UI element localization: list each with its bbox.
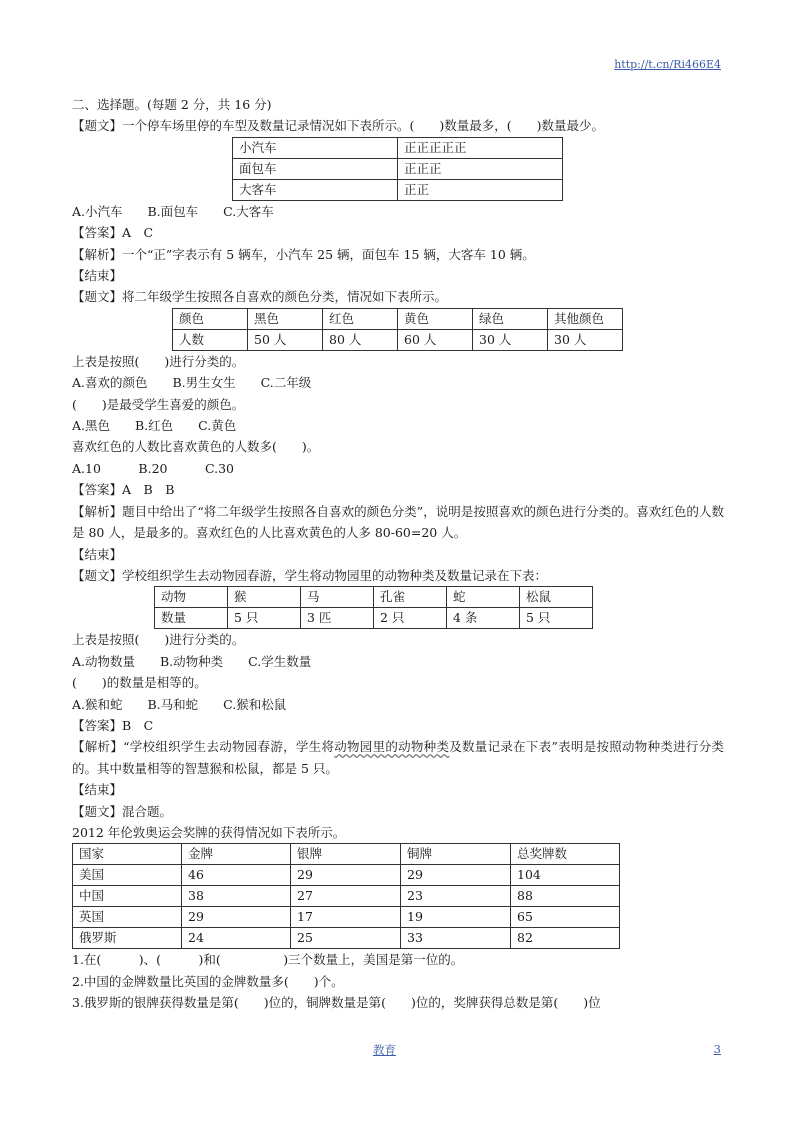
q3-answer: 【答案】B C — [72, 717, 154, 733]
table-cell: 颜色 — [173, 308, 248, 329]
table-cell: 松鼠 — [520, 587, 593, 608]
table-cell: 中国 — [73, 886, 182, 907]
q2-options2: A.黑色 B.红色 C.黄色 — [72, 418, 237, 434]
table-cell: 小汽车 — [233, 137, 398, 158]
q3-sub2: ( )的数量是相等的。 — [72, 675, 207, 691]
table-cell: 正正正正正 — [398, 137, 563, 158]
q3-stem: 【题文】学校组织学生去动物园春游，学生将动物园里的动物种类及数量记录在下表： — [72, 567, 548, 583]
table-row — [173, 308, 623, 329]
q1-end: 【结束】 — [72, 268, 123, 284]
table-row — [73, 886, 620, 907]
q2-sub1: 上表是按照( )进行分类的。 — [72, 353, 245, 369]
table-cell: 46 — [182, 865, 291, 886]
table-cell: 23 — [401, 886, 511, 907]
footer-link[interactable]: 教育 — [373, 1043, 396, 1057]
q2-options3: A.10 B.20 C.30 — [72, 460, 234, 476]
table-cell: 孔雀 — [374, 587, 447, 608]
table-cell: 面包车 — [233, 158, 398, 179]
table-cell: 动物 — [155, 587, 228, 608]
q2-sub2: ( )是最受学生喜爱的颜色。 — [72, 396, 245, 412]
table-row — [233, 137, 563, 158]
table-cell: 29 — [401, 865, 511, 886]
table-cell: 猴 — [228, 587, 301, 608]
table-cell: 27 — [291, 886, 401, 907]
table-cell: 60 人 — [398, 329, 473, 350]
table-cell: 82 — [511, 928, 620, 949]
q2-sub3: 喜欢红色的人数比喜欢黄色的人数多( )。 — [72, 439, 320, 455]
table-cell: 29 — [182, 907, 291, 928]
table-header: 银牌 — [291, 844, 401, 865]
q4-stem: 【题文】混合题。 — [72, 803, 173, 819]
table-cell: 25 — [291, 928, 401, 949]
q1-options: A.小汽车 B.面包车 C.大客车 — [72, 203, 274, 219]
q1-analysis: 【解析】一个“正”字表示有 5 辆车，小汽车 25 辆，面包车 15 辆，大客车 10 辆。 — [72, 246, 535, 262]
section-title: 二、选择题。(每题 2 分，共 16 分) — [72, 97, 272, 112]
table-cell: 2 只 — [374, 608, 447, 629]
table-cell: 美国 — [73, 865, 182, 886]
table-cell: 33 — [401, 928, 511, 949]
q2-stem: 【题文】将二年级学生按照各自喜欢的颜色分类，情况如下表所示。 — [72, 289, 448, 305]
table-cell: 俄罗斯 — [73, 928, 182, 949]
header-link[interactable]: http://t.cn/Ri466E4 — [614, 58, 721, 71]
q3-analysis-part: 【解析】“学校组织学生去动物园春游，学生将 — [72, 739, 335, 755]
table-row — [73, 928, 620, 949]
table-row — [155, 587, 593, 608]
table-cell: 19 — [401, 907, 511, 928]
table-cell: 17 — [291, 907, 401, 928]
q2-analysis: 【解析】题目中给出了“将二年级学生按照各自喜欢的颜色分类”，说明是按照喜欢的颜色进行分类的。喜欢红色的人数是 80 人，是最多的。喜欢红色的人比喜欢黄色的人多 80-60=20 人。 — [72, 503, 724, 541]
table-cell: 黑色 — [248, 308, 323, 329]
q1-table — [232, 137, 563, 201]
table-cell: 24 — [182, 928, 291, 949]
table-cell: 红色 — [323, 308, 398, 329]
table-row — [73, 865, 620, 886]
table-row — [233, 158, 563, 179]
table-cell: 马 — [301, 587, 374, 608]
table-row — [233, 179, 563, 200]
table-row — [155, 608, 593, 629]
q3-analysis — [72, 736, 724, 779]
q4-sub2: 2.中国的金牌数量比英国的金牌数量多( )个。 — [72, 973, 344, 989]
table-cell: 5 只 — [228, 608, 301, 629]
table-row — [173, 329, 623, 350]
table-cell: 29 — [291, 865, 401, 886]
q2-table — [172, 308, 623, 351]
table-cell: 大客车 — [233, 179, 398, 200]
table-cell: 65 — [511, 907, 620, 928]
q3-sub1: 上表是按照( )进行分类的。 — [72, 632, 245, 648]
table-cell: 3 匹 — [301, 608, 374, 629]
table-cell: 4 条 — [447, 608, 520, 629]
q1-answer: 【答案】A C — [72, 225, 154, 241]
table-cell: 80 人 — [323, 329, 398, 350]
q3-table — [154, 586, 593, 629]
table-cell: 绿色 — [473, 308, 548, 329]
table-row — [73, 907, 620, 928]
table-cell: 数量 — [155, 608, 228, 629]
medal-table — [72, 843, 620, 949]
q3-analysis-underlined: 动物园里的动物种类 — [334, 739, 450, 755]
q1-stem: 【题文】一个停车场里停的车型及数量记录情况如下表所示。( )数量最多，( )数量最少。 — [72, 118, 605, 134]
table-cell: 黄色 — [398, 308, 473, 329]
table-cell: 38 — [182, 886, 291, 907]
table-cell: 50 人 — [248, 329, 323, 350]
table-cell: 正正 — [398, 179, 563, 200]
page-number: 3 — [713, 1042, 721, 1056]
table-header: 国家 — [73, 844, 182, 865]
table-header: 总奖牌数 — [511, 844, 620, 865]
table-header: 金牌 — [182, 844, 291, 865]
table-cell: 其他颜色 — [548, 308, 623, 329]
table-cell: 英国 — [73, 907, 182, 928]
q3-options2: A.猴和蛇 B.马和蛇 C.猴和松鼠 — [72, 696, 287, 712]
q4-sub1: 1.在( )、( )和( )三个数量上，美国是第一位的。 — [72, 952, 464, 968]
q2-options1: A.喜欢的颜色 B.男生女生 C.二年级 — [72, 375, 312, 391]
table-cell: 30 人 — [473, 329, 548, 350]
q4-intro: 2012 年伦敦奥运会奖牌的获得情况如下表所示。 — [72, 824, 346, 840]
q4-sub3: 3.俄罗斯的银牌获得数量是第( )位的，铜牌数量是第( )位的，奖牌获得总数是第( )位 — [72, 995, 601, 1011]
q2-end: 【结束】 — [72, 546, 123, 562]
q3-analysis-part: 及数量记录在下表”表明是按照动物种类进行分类的。其中数量相等的智慧猴和松鼠，都是 5 只。 — [72, 739, 724, 776]
table-cell: 88 — [511, 886, 620, 907]
q3-end: 【结束】 — [72, 782, 123, 798]
table-cell: 104 — [511, 865, 620, 886]
table-cell: 30 人 — [548, 329, 623, 350]
q3-options1: A.动物数量 B.动物种类 C.学生数量 — [72, 653, 312, 669]
table-cell: 蛇 — [447, 587, 520, 608]
table-header-row — [73, 844, 620, 865]
table-cell: 5 只 — [520, 608, 593, 629]
table-cell: 正正正 — [398, 158, 563, 179]
table-cell: 人数 — [173, 329, 248, 350]
table-header: 铜牌 — [401, 844, 511, 865]
page-content — [72, 94, 724, 1014]
q2-answer: 【答案】A B B — [72, 482, 175, 498]
